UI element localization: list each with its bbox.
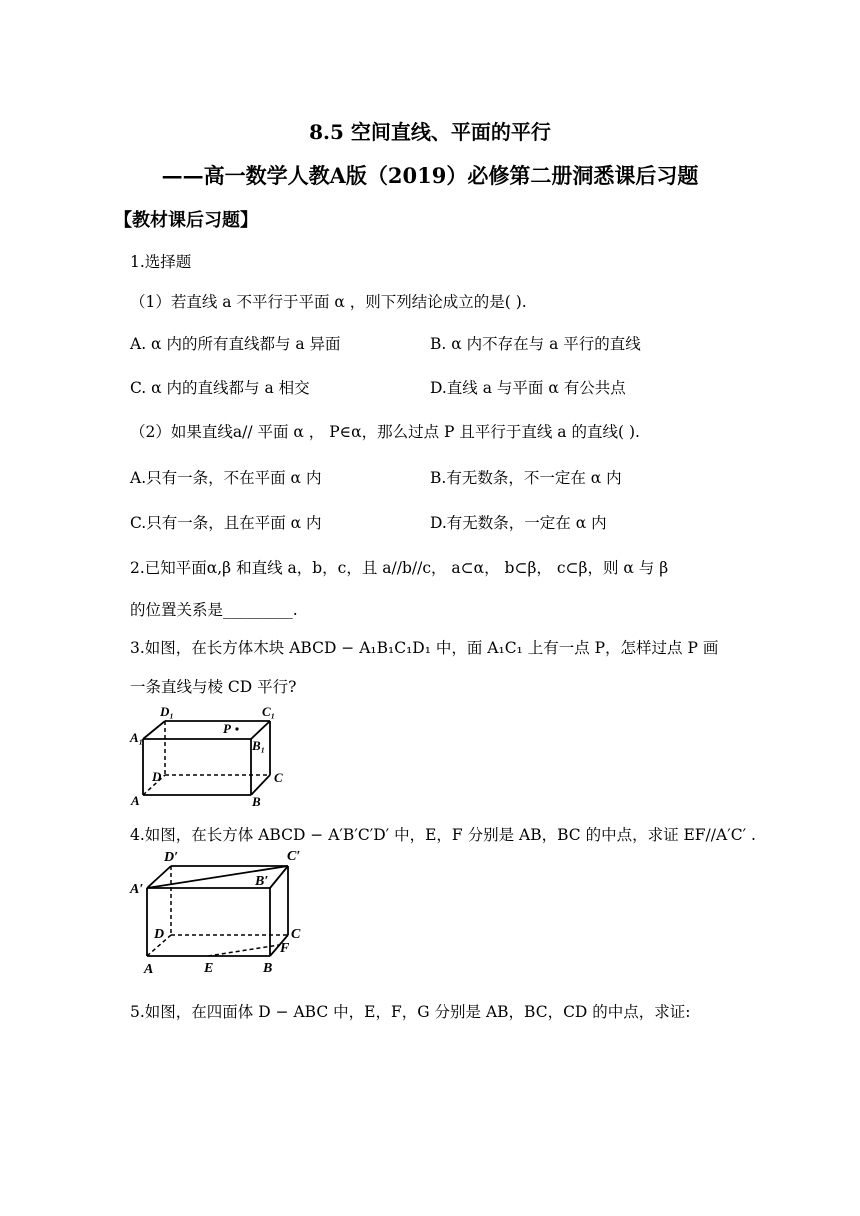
- q1-p2-option-c: C.只有一条，且在平面 α 内: [130, 514, 322, 532]
- label-c: C: [291, 927, 301, 942]
- q3-line1: 3.如图，在长方体木块 ABCD − A₁B₁C₁D₁ 中，面 A₁C₁ 上有一点 P，怎样过点 P 画: [130, 639, 719, 657]
- label-a1: A₁: [130, 730, 144, 745]
- label-a-prime: A′: [130, 882, 144, 897]
- label-d-prime: D′: [164, 850, 179, 865]
- q2-line2: 的位置关系是_________.: [130, 601, 298, 619]
- q3-line2: 一条直线与棱 CD 平行?: [130, 678, 297, 696]
- label-b-prime: B′: [255, 874, 269, 889]
- label-a: A: [131, 793, 140, 808]
- label-c: C: [274, 770, 283, 785]
- page-title: 8.5 空间直线、平面的平行: [309, 120, 551, 144]
- q1-p1-option-a: A. α 内的所有直线都与 a 异面: [130, 335, 341, 353]
- label-a: A: [144, 962, 154, 977]
- q1-p2-option-d: D.有无数条，一定在 α 内: [430, 514, 607, 532]
- q1-p1-stem: （1）若直线 a 不平行于平面 α ，则下列结论成立的是( ).: [130, 293, 527, 311]
- q1-p2-option-a: A.只有一条，不在平面 α 内: [130, 469, 322, 487]
- q5-line1: 5.如图，在四面体 D − ABC 中，E，F，G 分别是 AB，BC，CD 的中点，求证:: [130, 1003, 691, 1021]
- q4-line1: 4.如图，在长方体 ABCD − A′B′C′D′ 中，E，F 分别是 AB，BC 的中点，求证 EF//A′C′ .: [130, 826, 756, 844]
- label-b1: B₁: [252, 738, 266, 753]
- label-c-prime: C′: [287, 849, 301, 864]
- label-c1: C₁: [262, 704, 276, 719]
- q4-cuboid-figure: [128, 846, 313, 978]
- q1-p1-option-c: C. α 内的直线都与 a 相交: [130, 379, 310, 397]
- label-d: D: [154, 927, 165, 942]
- q3-cuboid-figure: [128, 702, 298, 810]
- label-e: E: [204, 961, 214, 976]
- label-d: D: [152, 769, 162, 784]
- q1-p1-option-b: B. α 内不存在与 a 平行的直线: [430, 335, 641, 353]
- q1-heading: 1.选择题: [130, 253, 192, 271]
- label-p: P: [223, 721, 231, 736]
- page-subtitle: ——高一数学人教A版（2019）必修第二册洞悉课后习题: [161, 163, 699, 188]
- section-heading: 【教材课后习题】: [114, 210, 258, 231]
- q1-p2-stem: （2）如果直线a// 平面 α ， P∈α，那么过点 P 且平行于直线 a 的直线( ).: [130, 423, 640, 441]
- label-b: B: [252, 794, 261, 809]
- q2-line1: 2.已知平面α,β 和直线 a，b，c，且 a//b//c， a⊂α， b⊂β， c⊂β，则 α 与 β: [130, 559, 669, 577]
- label-f: F: [280, 941, 290, 956]
- q1-p1-option-d: D.直线 a 与平面 α 有公共点: [430, 379, 626, 397]
- q1-p2-option-b: B.有无数条，不一定在 α 内: [430, 469, 622, 487]
- label-d1: D₁: [160, 704, 174, 719]
- label-b: B: [263, 961, 273, 976]
